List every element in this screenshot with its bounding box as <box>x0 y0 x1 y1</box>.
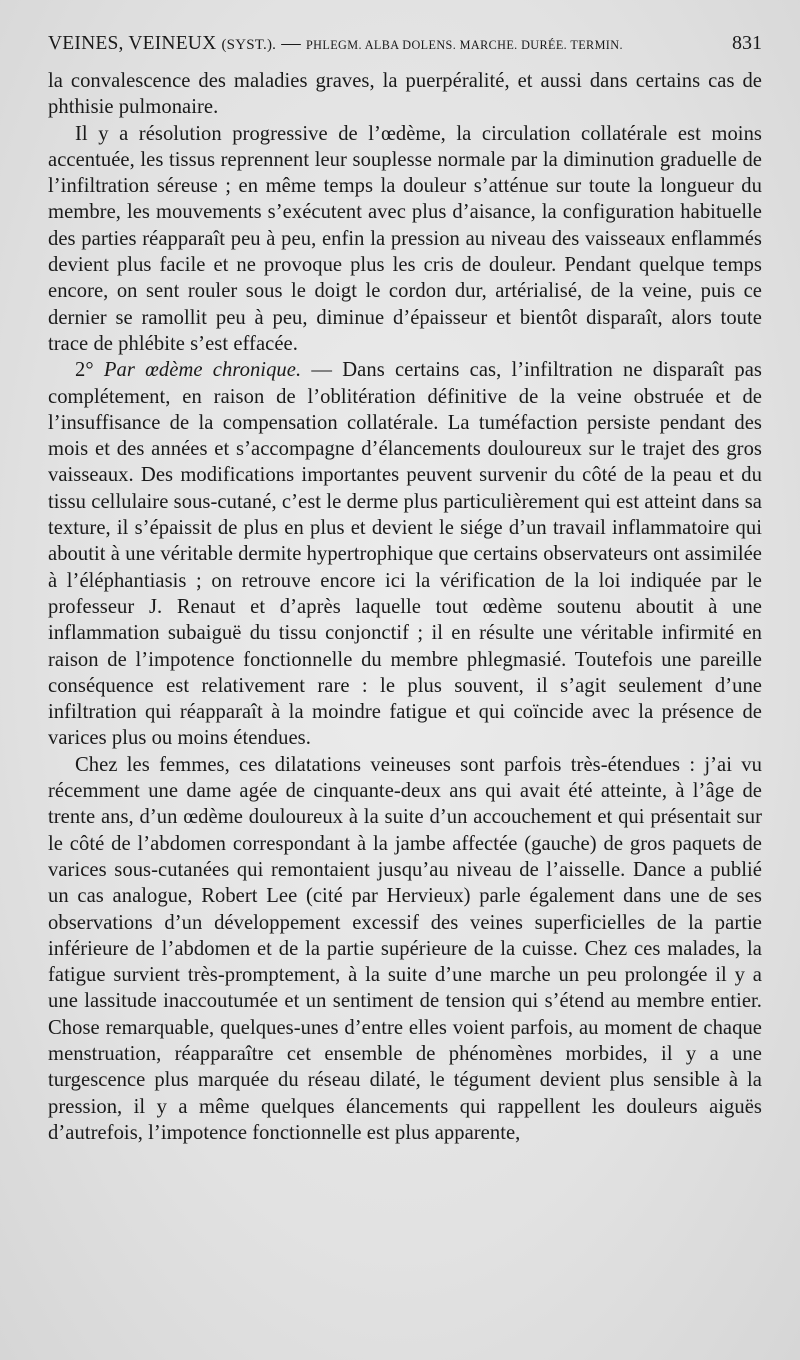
paragraph-continuation <box>48 68 762 121</box>
running-head-section: PHLEGM. ALBA DOLENS. MARCHE. DURÉE. TERMIN. <box>305 38 623 52</box>
paragraph-resolution <box>48 121 762 358</box>
body-text <box>48 68 762 1146</box>
paragraph-text: la convalescence des maladies graves, la puerpéralité, et aussi dans certains cas de phthisie pulmonaire. <box>48 70 762 119</box>
running-head-prefix: VEINES, VEINEUX <box>48 33 217 54</box>
paragraph-italic-heading: Par œdème chronique. <box>103 359 302 382</box>
paragraph-women-varices <box>48 752 762 1146</box>
running-head-dash: — <box>281 33 301 54</box>
paragraph-text: Chez les femmes, ces dilatations veineuses sont parfois très-étendues : j’ai vu récemment une dame agée de cinquante-deux ans qui avait été atteinte, à l’âge de trente ans, d’un œdème douloureux à la suite d’un accouchement et qui présentait sur le côté de l’abdomen correspondant à la jambe affectée (gauche) de gros paquets de varices sous-cutanées qui remontaient jusqu’au niveau de l’aisselle. Dance a publié un cas analogue, Robert Lee (cité par Hervieux) parle également dans une de ses observations d’un développement excessif des veines superficielles de la partie inférieure de l’abdomen et de la partie supérieure de la cuisse. Chez ces malades, la fatigue survient très-promptement, à la suite d’une marche un peu prolongée il y a une lassitude inaccoutumée et un sentiment de tension qui s’étend au membre entier. Chose remarquable, quelques-unes d’entre elles voient parfois, au moment de chaque menstruation, réapparaître cet ensemble de phénomènes morbides, il y a une turgescence plus marquée du réseau dilaté, le tégument devient plus sensible à la pression, il y a même quelques élancements qui rappellent les douleurs aiguës d’autrefois, l’impotence fonctionnelle est plus apparente, <box>48 753 762 1144</box>
running-head-title <box>48 33 623 55</box>
paragraph-text: — Dans certains cas, l’infiltration ne disparaît pas complétement, en raison de l’oblitération définitive de la veine obstruée et de l’insuffisance de la compensation collatérale. La tuméfaction persiste pendant des mois et des années et s’accompagne d’élancements douloureux sur le trajet des gros vaisseaux. Des modifications importantes peuvent survenir du côté de la peau et du tissu cellulaire sous-cutané, c’est le derme plus particulièrement qui est atteint dans sa texture, il s’épaissit de plus en plus et devient le siége d’un travail inflammatoire qui aboutit à une véritable dermite hypertrophique que certains observateurs ont assimilée à l’éléphantiasis ; on retrouve encore ici la vérification de la loi indiquée par le professeur J. Renaut et d’après laquelle tout œdème soutenu aboutit à une inflammation subaiguë du tissu conjonctif ; il en résulte une véritable infirmité en raison de l’impotence fonctionnelle du membre phlegmasié. Toutefois une pareille conséquence est relativement rare : le plus souvent, il s’agit seulement d’une infiltration qui réapparaît à la moindre fatigue et qui coïncide avec la présence de varices plus ou moins étendues. <box>48 359 762 750</box>
paragraph-lead-number: 2° <box>75 359 94 382</box>
running-head <box>48 32 762 68</box>
paragraph-text: Il y a résolution progressive de l’œdème, la circulation collatérale est moins accentuée, les tissus reprennent leur souplesse normale par la diminution graduelle de l’infiltration séreuse ; en même temps la douleur s’atténue sur toute la longueur du membre, les mouvements s’exécutent avec plus d’aisance, la configuration habituelle des parties réapparaît peu à peu, enfin la pression au niveau des vaisseaux enflammés devient plus facile et ne provoque plus les cris de douleur. Pendant quelque temps encore, on sent rouler sous le doigt le cordon dur, artérialisé, de la veine, puis ce dernier se ramollit peu à peu, diminue d’épaisseur et bientôt disparaît, alors toute trace de phlébite s’est effacée. <box>48 122 762 355</box>
page-number: 831 <box>732 32 762 54</box>
running-head-syst: (SYST.). <box>221 37 277 53</box>
paragraph-chronic-edema <box>48 357 762 751</box>
